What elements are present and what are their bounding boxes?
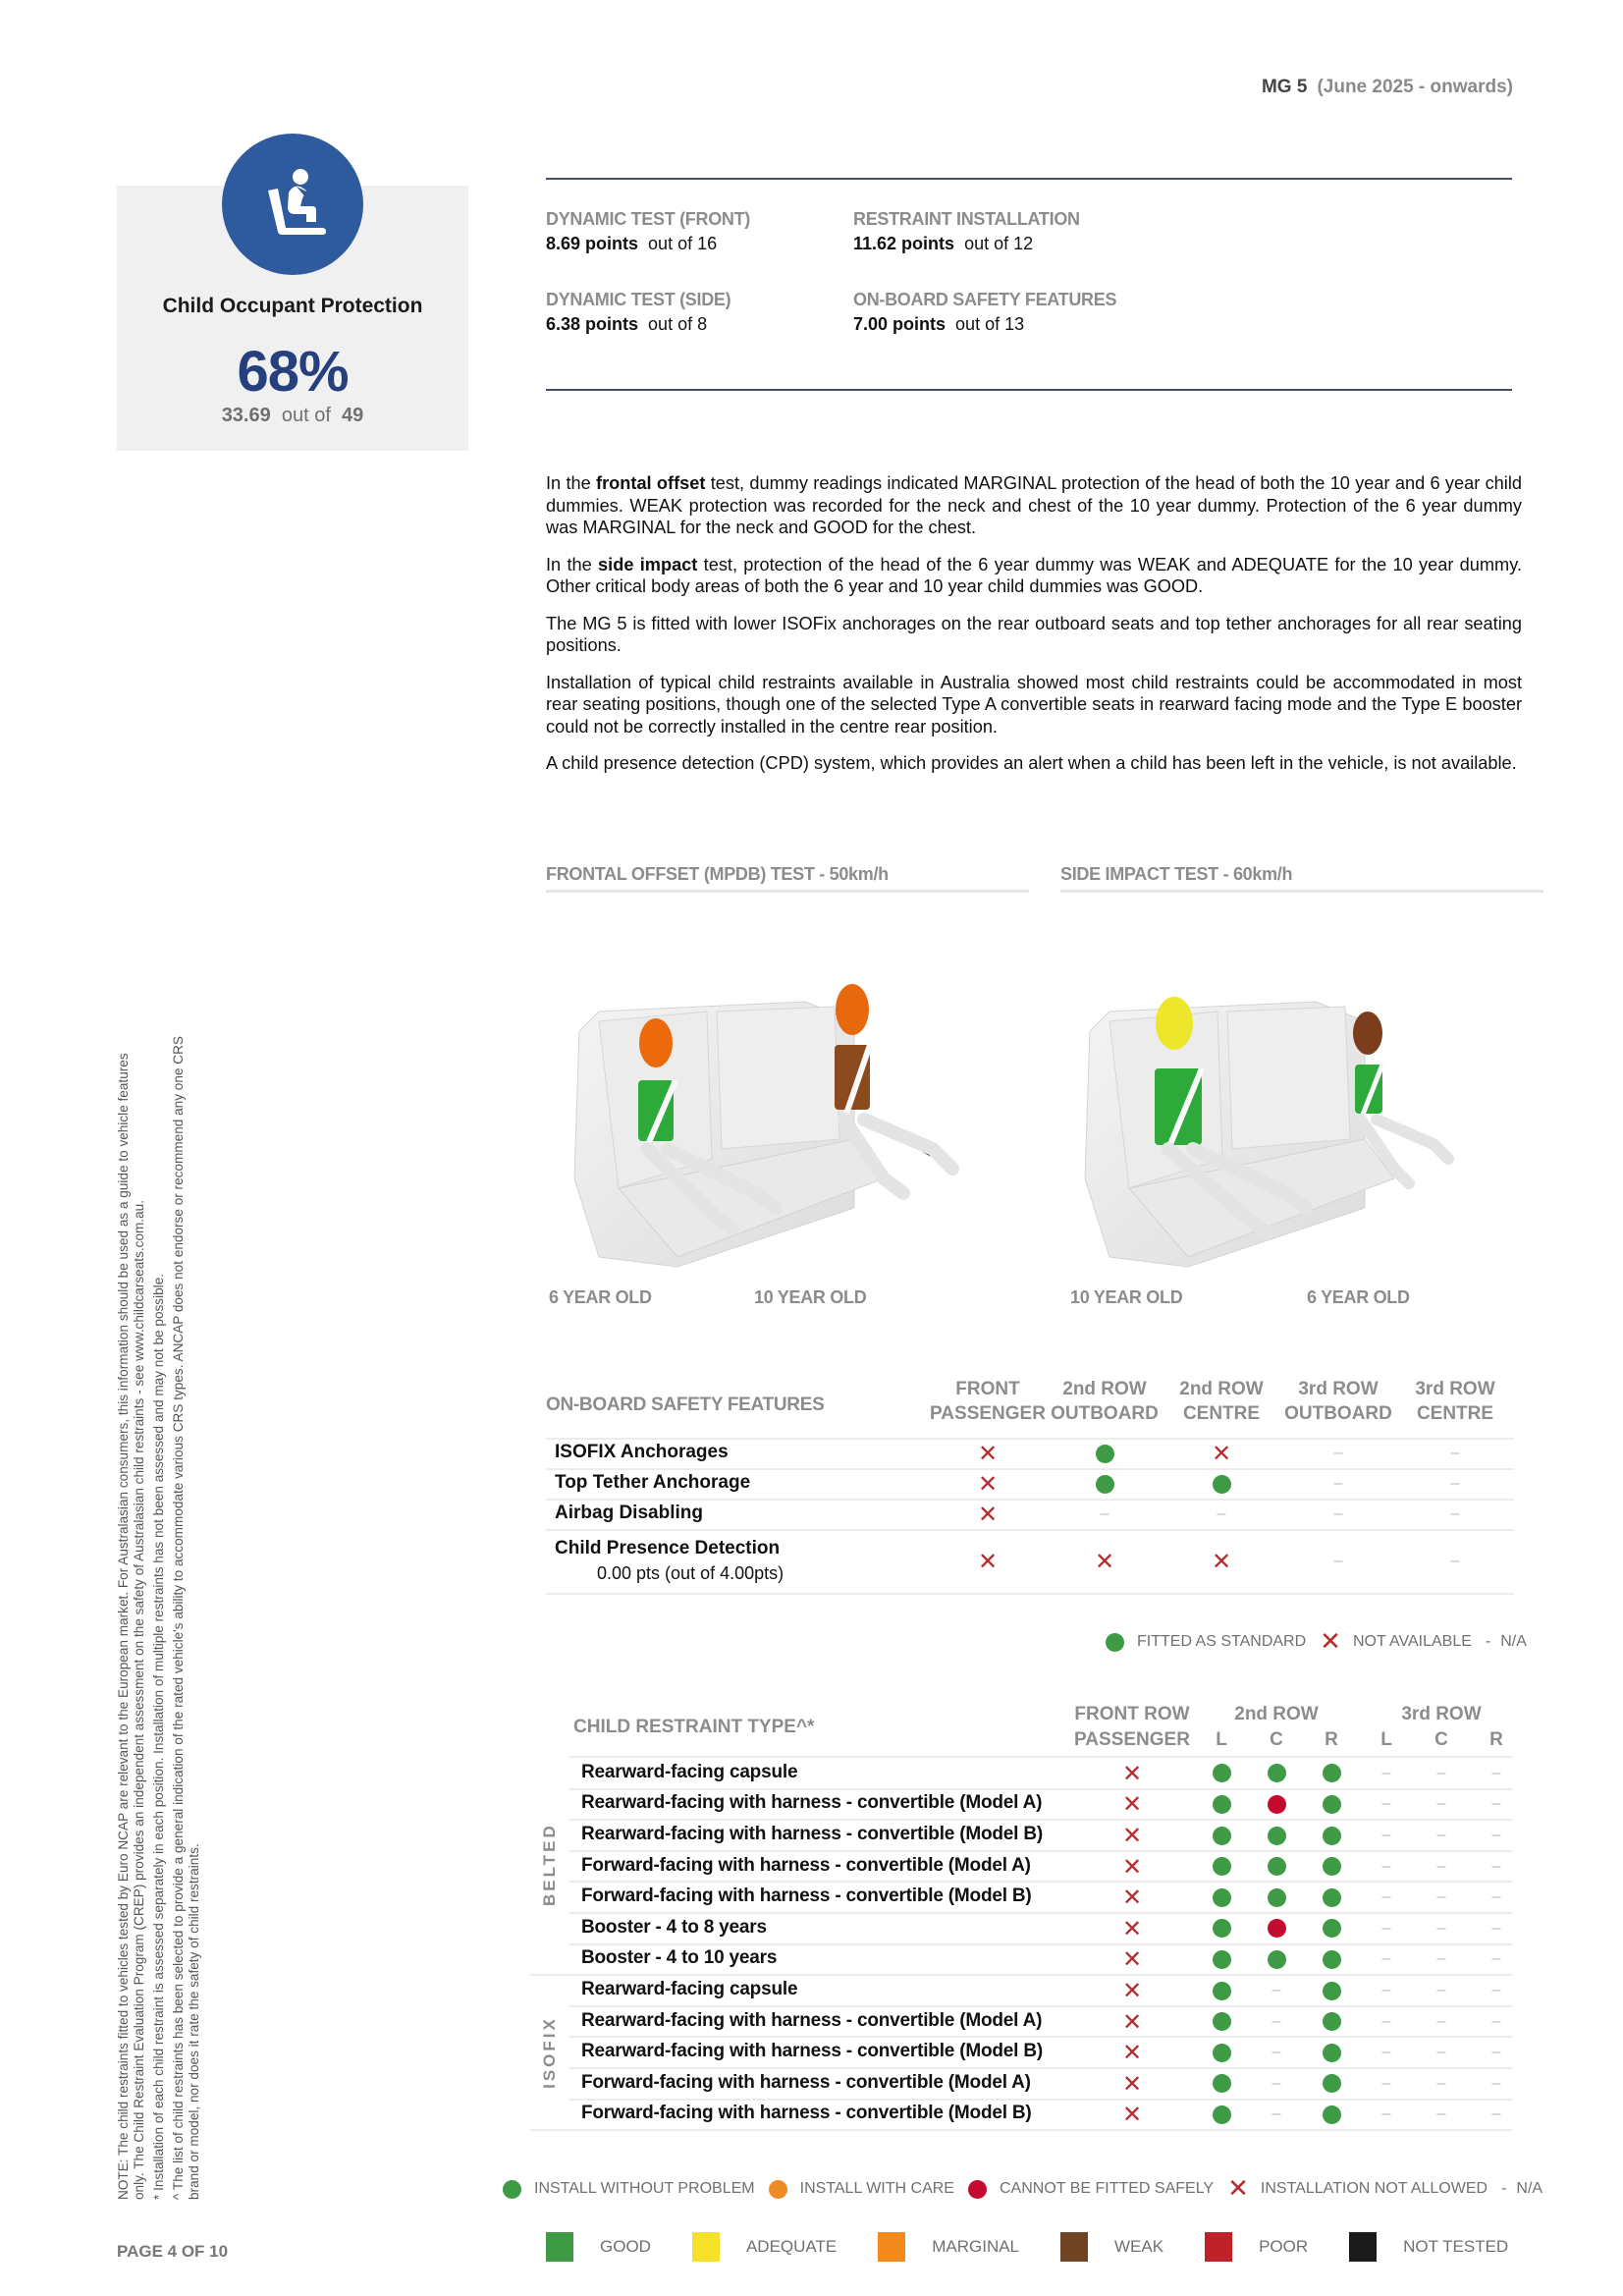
crs-sub-header: R bbox=[1489, 1729, 1503, 1750]
score-max: 49 bbox=[342, 405, 364, 426]
crs-legend bbox=[503, 2174, 1556, 2204]
green-dot-icon bbox=[1267, 1764, 1286, 1783]
side-dummy-10yo-label: 10 YEAR OLD bbox=[1070, 1287, 1183, 1307]
onboard-column-header: 2nd ROW CENTRE bbox=[1179, 1379, 1264, 1424]
green-dot-icon bbox=[1322, 1857, 1341, 1877]
crs-row-label: Forward-facing with harness - convertible (Model B) bbox=[581, 1886, 1032, 1907]
dash-icon: – bbox=[1381, 1919, 1391, 1937]
dummy-6yo-head bbox=[1353, 1011, 1382, 1055]
dash-icon: – bbox=[1333, 1553, 1343, 1569]
red-x-icon: ✕ bbox=[1121, 1852, 1143, 1881]
summary-label: ON-BOARD SAFETY FEATURES bbox=[853, 290, 1117, 309]
red-x-icon: ✕ bbox=[1121, 1790, 1143, 1819]
dash-icon: – bbox=[1436, 1795, 1446, 1813]
dash-icon: – bbox=[1450, 1445, 1460, 1461]
summary-out-of: out of 12 bbox=[964, 234, 1034, 253]
summary-restraint-installation bbox=[853, 209, 1080, 254]
red-x-icon: ✕ bbox=[1121, 1945, 1143, 1974]
dash-icon: – bbox=[1491, 1919, 1501, 1937]
summary-out-of: out of 16 bbox=[648, 234, 718, 253]
green-dot-icon bbox=[1106, 1633, 1124, 1652]
side-test-title: SIDE IMPACT TEST - 60km/h bbox=[1060, 864, 1293, 884]
page-header bbox=[1262, 77, 1513, 98]
green-dot-icon bbox=[1212, 1794, 1231, 1814]
dash-icon: – bbox=[1271, 2074, 1281, 2092]
dash-icon: – bbox=[1491, 1764, 1501, 1781]
summary-points: 6.38 points bbox=[546, 314, 639, 334]
red-x-icon: ✕ bbox=[977, 1548, 999, 1575]
green-dot-icon bbox=[1322, 1981, 1341, 2000]
green-dot-icon bbox=[1212, 2043, 1231, 2062]
summary-out-of: out of 13 bbox=[955, 314, 1025, 334]
summary-onboard-features bbox=[853, 290, 1116, 335]
dash-icon: – bbox=[1333, 1475, 1343, 1492]
crs-sub-header: C bbox=[1270, 1729, 1283, 1750]
dash-icon: – bbox=[1381, 1888, 1391, 1906]
crs-row-label: Forward-facing with harness - convertible (Model B) bbox=[581, 2103, 1032, 2124]
dash-icon: – bbox=[1491, 1857, 1501, 1875]
green-dot-icon bbox=[1322, 1949, 1341, 1969]
dash-icon: – bbox=[1217, 1505, 1226, 1522]
red-x-icon: ✕ bbox=[1121, 1759, 1143, 1787]
green-dot-icon bbox=[1267, 1857, 1286, 1877]
crs-group-header: 3rd ROW bbox=[1401, 1704, 1482, 1724]
rating-label: NOT TESTED bbox=[1403, 2237, 1509, 2256]
dash-icon: – bbox=[1381, 2012, 1391, 2030]
dash-icon: – bbox=[1436, 1950, 1446, 1968]
dash-icon: - bbox=[1501, 2180, 1507, 2197]
red-x-icon: ✕ bbox=[977, 1470, 999, 1498]
paragraph-isofix: The MG 5 is fitted with lower ISOFix anchorages on the rear outboard seats and top tether anchorages for all rear seating positions. bbox=[546, 613, 1522, 655]
side-note: * Installation of each child restraint is assessed separately in each position. Installation of multiple restraints has not been assessed and may not be possible. bbox=[151, 1273, 166, 2200]
dash-icon: – bbox=[1381, 2044, 1391, 2061]
dash-icon: – bbox=[1333, 1505, 1343, 1522]
dash-icon: – bbox=[1491, 2074, 1501, 2092]
paragraph-side: In the side impact test, protection of the head of the 6 year dummy was WEAK and ADEQUATE for the 10 year dummy. Other critical body areas of both the 6 year and 10 year child dummies was GOOD. bbox=[546, 554, 1522, 596]
frontal-dummy-10yo-label: 10 YEAR OLD bbox=[754, 1287, 867, 1307]
legend-install-not-allowed: ✕ INSTALLATION NOT ALLOWED bbox=[1227, 2174, 1488, 2204]
legend-not-available: ✕ NOT AVAILABLE bbox=[1320, 1627, 1472, 1657]
rating-label: POOR bbox=[1259, 2237, 1309, 2256]
dash-icon: – bbox=[1436, 1827, 1446, 1843]
crs-row-label: Rearward-facing capsule bbox=[581, 1761, 798, 1782]
dash-icon: – bbox=[1491, 1982, 1501, 1998]
crs-title: CHILD RESTRAINT TYPE^* bbox=[573, 1717, 815, 1737]
row-divider bbox=[546, 1593, 1514, 1595]
legend-fitted: FITTED AS STANDARD bbox=[1106, 1633, 1306, 1652]
dash-icon: – bbox=[1491, 1827, 1501, 1843]
onboard-column-header: FRONT PASSENGER bbox=[930, 1379, 1046, 1424]
summary-dynamic-side bbox=[546, 290, 730, 335]
rating-swatch bbox=[692, 2232, 720, 2262]
dash-icon: – bbox=[1436, 2044, 1446, 2061]
green-dot-icon bbox=[1095, 1444, 1114, 1463]
row-divider bbox=[569, 1788, 1512, 1790]
row-divider bbox=[546, 1499, 1514, 1501]
row-divider bbox=[569, 1881, 1512, 1883]
row-divider bbox=[569, 2099, 1512, 2101]
dash-icon: – bbox=[1436, 1888, 1446, 1906]
dash-icon: – bbox=[1381, 2105, 1391, 2123]
model-period: (June 2025 - onwards) bbox=[1317, 77, 1513, 97]
dash-icon: – bbox=[1271, 2044, 1281, 2061]
dash-icon: – bbox=[1381, 2074, 1391, 2092]
red-x-icon: ✕ bbox=[1121, 1822, 1143, 1849]
legend-na: - N/A bbox=[1501, 2180, 1543, 2197]
row-divider bbox=[569, 1819, 1512, 1821]
dash-icon: – bbox=[1436, 1982, 1446, 1998]
red-x-icon: ✕ bbox=[1121, 1884, 1143, 1912]
crs-row-label: Rearward-facing capsule bbox=[581, 1979, 798, 1999]
dash-icon: – bbox=[1381, 1827, 1391, 1843]
side-note: NOTE: The child restraints fitted to vehicles tested by Euro NCAP are relevant to the European market. For Australasian consumers, this information should be used as a guide to vehicle features only. The Child Restraint Evaluation Program (CREP) provides an independent assessment on the safety of Australasian child restraints - see www.childcarseats.com.au. bbox=[116, 1053, 146, 2200]
green-dot-icon bbox=[1322, 2012, 1341, 2032]
green-dot-icon bbox=[1322, 1826, 1341, 1845]
red-x-icon: ✕ bbox=[1320, 1627, 1341, 1657]
onboard-row-label: Child Presence Detection bbox=[555, 1538, 781, 1558]
row-divider bbox=[546, 1438, 1514, 1440]
dash-icon: – bbox=[1271, 2105, 1281, 2123]
green-dot-icon bbox=[1322, 2105, 1341, 2124]
row-divider bbox=[546, 1468, 1514, 1470]
dash-icon: – bbox=[1381, 1950, 1391, 1968]
paragraph-cpd: A child presence detection (CPD) system, which provides an alert when a child has been left in the vehicle, is not available. bbox=[546, 753, 1517, 773]
summary-label: RESTRAINT INSTALLATION bbox=[853, 209, 1080, 229]
dash-icon: – bbox=[1491, 1950, 1501, 1968]
green-dot-icon bbox=[1212, 1826, 1231, 1845]
row-divider bbox=[569, 2036, 1512, 2038]
crs-sub-header: L bbox=[1380, 1729, 1392, 1750]
legend-install-unsafe: CANNOT BE FITTED SAFELY bbox=[968, 2180, 1214, 2199]
legend-na: - N/A bbox=[1485, 1633, 1527, 1650]
dash-icon: – bbox=[1381, 1795, 1391, 1813]
rating-legend-item bbox=[878, 2232, 1019, 2262]
red-x-icon: ✕ bbox=[1121, 2069, 1143, 2098]
green-dot-icon bbox=[1212, 1981, 1231, 2000]
dash-icon: – bbox=[1491, 2012, 1501, 2030]
row-divider bbox=[569, 2005, 1512, 2007]
dash-icon: – bbox=[1381, 1764, 1391, 1781]
crs-row-label: Rearward-facing with harness - convertible (Model B) bbox=[581, 2041, 1043, 2062]
rating-swatch bbox=[546, 2232, 573, 2262]
red-x-icon: ✕ bbox=[1121, 2101, 1143, 2129]
row-divider bbox=[569, 1756, 1512, 1758]
dash-icon: – bbox=[1491, 1888, 1501, 1906]
dash-icon: – bbox=[1491, 1795, 1501, 1813]
crs-group-label: BELTED bbox=[540, 1822, 559, 1906]
dash-icon: – bbox=[1491, 2105, 1501, 2123]
green-dot-icon bbox=[1322, 1764, 1341, 1783]
rating-label: GOOD bbox=[600, 2237, 651, 2256]
rating-label: ADEQUATE bbox=[745, 2237, 838, 2256]
onboard-row-label: Top Tether Anchorage bbox=[555, 1472, 751, 1493]
crs-group-header: FRONT ROW bbox=[1074, 1704, 1190, 1724]
frontal-test-rule bbox=[546, 890, 1029, 893]
rating-swatch bbox=[878, 2232, 905, 2262]
crs-row-label: Forward-facing with harness - convertible (Model A) bbox=[581, 2071, 1031, 2093]
legend-install-ok: INSTALL WITHOUT PROBLEM bbox=[503, 2180, 755, 2199]
dash-icon: – bbox=[1436, 2105, 1446, 2123]
summary-value bbox=[853, 314, 1116, 335]
crs-sub-header: C bbox=[1434, 1729, 1448, 1750]
red-x-icon: ✕ bbox=[977, 1440, 999, 1467]
score-percent: 68% bbox=[237, 340, 349, 404]
rating-label: WEAK bbox=[1114, 2237, 1164, 2256]
legend-install-care: INSTALL WITH CARE bbox=[769, 2180, 954, 2199]
green-dot-icon bbox=[1322, 1794, 1341, 1814]
dash-icon: – bbox=[1436, 2074, 1446, 2092]
green-dot-icon bbox=[1212, 1474, 1231, 1494]
rating-label: MARGINAL bbox=[932, 2237, 1020, 2256]
row-divider bbox=[530, 1974, 1512, 1976]
score-title: Child Occupant Protection bbox=[162, 295, 423, 317]
side-test-image bbox=[1070, 982, 1532, 1277]
dash-icon: – bbox=[1450, 1553, 1460, 1569]
green-dot-icon bbox=[1095, 1474, 1114, 1494]
onboard-column-header: 2nd ROW OUTBOARD bbox=[1051, 1379, 1159, 1424]
green-dot-icon bbox=[1267, 1949, 1286, 1969]
dash-icon: – bbox=[1381, 1857, 1391, 1875]
crs-group-label: ISOFIX bbox=[540, 2016, 559, 2090]
dash-icon: – bbox=[1436, 1857, 1446, 1875]
summary-points: 11.62 points bbox=[853, 234, 955, 253]
dummy-6yo-head bbox=[639, 1018, 673, 1067]
red-x-icon: ✕ bbox=[977, 1501, 999, 1528]
row-divider bbox=[569, 1912, 1512, 1914]
assessment-text bbox=[546, 472, 1522, 790]
rating-legend bbox=[546, 2232, 1549, 2262]
vehicle-model: MG 5 bbox=[1261, 77, 1308, 97]
crs-sub-header: PASSENGER bbox=[1074, 1729, 1190, 1750]
red-x-icon: ✕ bbox=[1211, 1548, 1232, 1575]
summary-points: 7.00 points bbox=[853, 314, 947, 334]
side-note: ^ The list of child restraints has been selected to provide a general indication of the rated vehicle's ability to accommodate various CRS types. ANCAP does not endorse or recommend any one CRS brand or model, nor does it rate the safety of child restraints. bbox=[171, 1036, 201, 2200]
green-dot-icon bbox=[1212, 1949, 1231, 1969]
crs-row-label: Rearward-facing with harness - convertible (Model A) bbox=[581, 2009, 1043, 2031]
rating-legend-item bbox=[546, 2232, 651, 2262]
score-points bbox=[117, 405, 468, 427]
red-x-icon: ✕ bbox=[1121, 2039, 1143, 2067]
row-divider bbox=[546, 1529, 1514, 1531]
rating-legend-item bbox=[692, 2232, 837, 2262]
paragraph-frontal: In the frontal offset test, dummy readings indicated MARGINAL protection of the head of both the 10 year and 6 year child dummies. WEAK protection was recorded for the neck and chest of the 10 year dummy. Protection of the 6 year dummy was MARGINAL for the neck and GOOD for the chest. bbox=[546, 473, 1522, 537]
onboard-title: ON-BOARD SAFETY FEATURES bbox=[546, 1394, 825, 1415]
red-dot-icon bbox=[1267, 1919, 1286, 1939]
rating-legend-item bbox=[1205, 2232, 1308, 2262]
green-dot-icon bbox=[1322, 1887, 1341, 1907]
crs-sub-header: R bbox=[1325, 1729, 1338, 1750]
red-x-icon: ✕ bbox=[1211, 1440, 1232, 1467]
frontal-dummy-6yo-label: 6 YEAR OLD bbox=[549, 1287, 652, 1307]
dash-icon: - bbox=[1485, 1633, 1491, 1650]
red-dot-icon bbox=[968, 2180, 987, 2199]
dash-icon: – bbox=[1491, 2044, 1501, 2061]
score-out-of-label: out of bbox=[281, 405, 331, 426]
dash-icon: – bbox=[1436, 2012, 1446, 2030]
summary-value bbox=[853, 234, 1080, 254]
green-dot-icon bbox=[1212, 2012, 1231, 2032]
red-x-icon: ✕ bbox=[1094, 1548, 1115, 1575]
dash-icon: – bbox=[1333, 1445, 1343, 1461]
orange-dot-icon bbox=[769, 2180, 787, 2199]
crs-row-label: Booster - 4 to 10 years bbox=[581, 1947, 778, 1969]
green-dot-icon bbox=[1212, 1919, 1231, 1939]
crs-row-label: Forward-facing with harness - convertible (Model A) bbox=[581, 1854, 1031, 1876]
dash-icon: – bbox=[1271, 1982, 1281, 1998]
summary-value bbox=[546, 314, 730, 335]
crs-sub-header: L bbox=[1216, 1729, 1227, 1750]
onboard-row-label: ISOFIX Anchorages bbox=[555, 1442, 729, 1462]
summary-bottom-rule bbox=[546, 389, 1512, 391]
green-dot-icon bbox=[1212, 2074, 1231, 2094]
rating-swatch bbox=[1060, 2232, 1088, 2262]
summary-top-rule bbox=[546, 178, 1512, 180]
green-dot-icon bbox=[1212, 1857, 1231, 1877]
crs-row-label: Booster - 4 to 8 years bbox=[581, 1916, 767, 1938]
green-dot-icon bbox=[1212, 1764, 1231, 1783]
red-x-icon: ✕ bbox=[1121, 2007, 1143, 2036]
summary-value bbox=[546, 234, 750, 254]
dash-icon: – bbox=[1450, 1505, 1460, 1522]
red-x-icon: ✕ bbox=[1121, 1977, 1143, 2004]
red-x-icon: ✕ bbox=[1227, 2174, 1249, 2204]
cpd-points: 0.00 pts (out of 4.00pts) bbox=[597, 1563, 784, 1583]
row-divider bbox=[569, 1850, 1512, 1852]
rating-legend-item bbox=[1349, 2232, 1508, 2262]
dash-icon: – bbox=[1436, 1764, 1446, 1781]
frontal-test-title: FRONTAL OFFSET (MPDB) TEST - 50km/h bbox=[546, 864, 889, 884]
frontal-test-image bbox=[560, 982, 1021, 1277]
rating-swatch bbox=[1205, 2232, 1232, 2262]
rating-legend-item bbox=[1060, 2232, 1163, 2262]
summary-label: DYNAMIC TEST (FRONT) bbox=[546, 209, 750, 229]
green-dot-icon bbox=[1322, 2074, 1341, 2094]
row-divider bbox=[569, 1943, 1512, 1945]
dash-icon: – bbox=[1381, 1982, 1391, 1998]
green-dot-icon bbox=[1212, 2105, 1231, 2124]
side-notes bbox=[116, 1031, 206, 2200]
onboard-legend bbox=[1106, 1627, 1541, 1657]
dash-icon: – bbox=[1100, 1505, 1109, 1522]
green-dot-icon bbox=[1322, 2043, 1341, 2062]
green-dot-icon bbox=[1267, 1826, 1286, 1845]
crs-row-label: Rearward-facing with harness - convertible (Model B) bbox=[581, 1824, 1043, 1844]
side-test-rule bbox=[1060, 890, 1543, 893]
onboard-column-header: 3rd ROW CENTRE bbox=[1415, 1379, 1495, 1424]
summary-dynamic-front bbox=[546, 209, 750, 254]
crs-row-label: Rearward-facing with harness - convertible (Model A) bbox=[581, 1792, 1043, 1814]
red-dot-icon bbox=[1267, 1794, 1286, 1814]
summary-label: DYNAMIC TEST (SIDE) bbox=[546, 290, 731, 309]
row-divider bbox=[530, 2129, 1512, 2131]
side-dummy-6yo-label: 6 YEAR OLD bbox=[1307, 1287, 1410, 1307]
score-achieved: 33.69 bbox=[221, 405, 271, 426]
green-dot-icon bbox=[503, 2180, 521, 2199]
crs-group-header: 2nd ROW bbox=[1234, 1704, 1319, 1724]
red-x-icon: ✕ bbox=[1121, 1914, 1143, 1942]
green-dot-icon bbox=[1322, 1919, 1341, 1939]
onboard-column-header: 3rd ROW OUTBOARD bbox=[1284, 1379, 1392, 1424]
dummy-10yo-head bbox=[1156, 997, 1193, 1050]
page-number: PAGE 4 OF 10 bbox=[117, 2242, 229, 2261]
dash-icon: – bbox=[1436, 1919, 1446, 1937]
onboard-row-label: Airbag Disabling bbox=[555, 1503, 703, 1523]
row-divider bbox=[569, 2067, 1512, 2069]
dash-icon: – bbox=[1450, 1475, 1460, 1492]
summary-points: 8.69 points bbox=[546, 234, 639, 253]
summary-out-of: out of 8 bbox=[648, 314, 708, 334]
green-dot-icon bbox=[1267, 1887, 1286, 1907]
rating-swatch bbox=[1349, 2232, 1377, 2262]
green-dot-icon bbox=[1212, 1887, 1231, 1907]
child-seat-icon bbox=[222, 134, 363, 275]
dummy-10yo-head bbox=[836, 984, 869, 1035]
dash-icon: – bbox=[1271, 2012, 1281, 2030]
paragraph-installation: Installation of typical child restraints available in Australia showed most child restraints could be accommodated in most rear seating positions, though one of the selected Type A convertible seats in rearward facing mode and the Type E booster could not be correctly installed in the centre rear position. bbox=[546, 672, 1522, 737]
